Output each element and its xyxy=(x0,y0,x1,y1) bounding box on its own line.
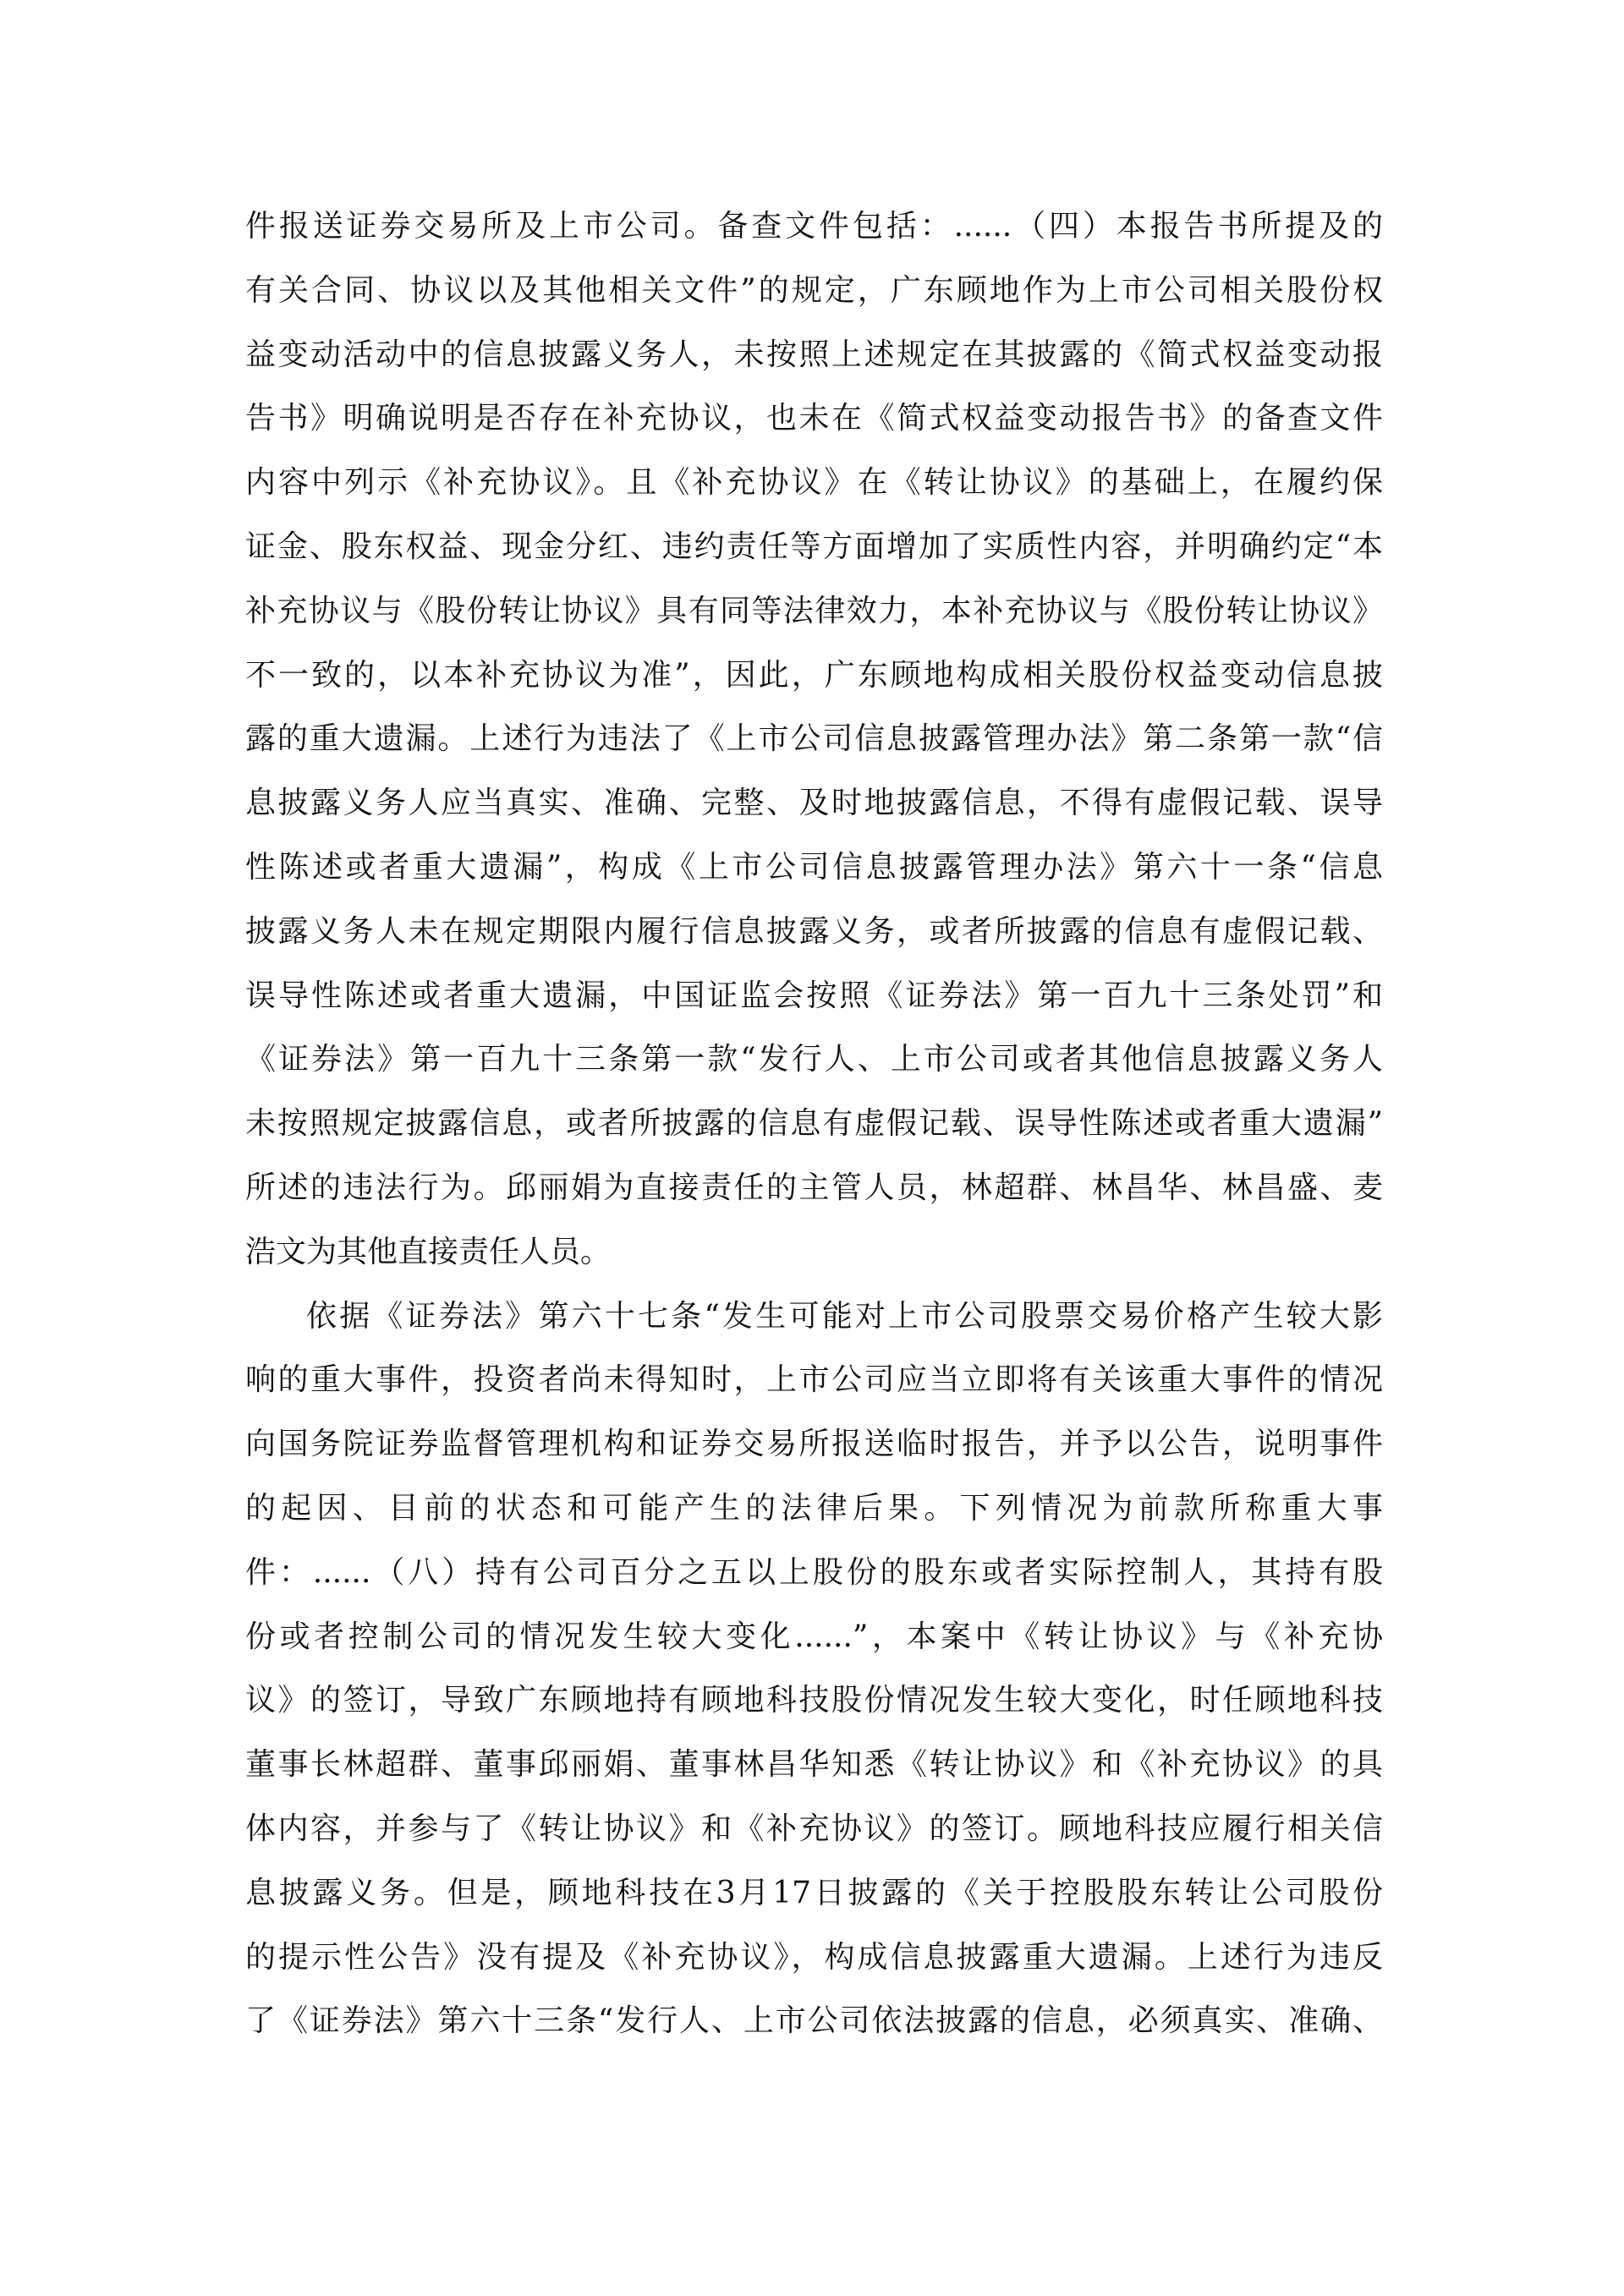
text-line: 董事长林超群、董事邱丽娟、董事林昌华知悉《转让协议》和《补充协议》的具 xyxy=(245,1747,1383,1783)
text-line: 露的重大遗漏。上述行为违法了《上市公司信息披露管理办法》第二条第一款“信 xyxy=(245,721,1383,757)
text-line: 有关合同、协议以及其他相关文件”的规定，广东顾地作为上市公司相关股份权 xyxy=(245,272,1383,308)
text-line: 的起因、目前的状态和可能产生的法律后果。下列情况为前款所称重大事 xyxy=(245,1490,1383,1526)
text-line: 披露义务人未在规定期限内履行信息披露义务，或者所披露的信息有虚假记载、 xyxy=(245,913,1383,949)
text-line: 误导性陈述或者重大遗漏，中国证监会按照《证券法》第一百九十三条处罚”和 xyxy=(245,978,1383,1013)
text-line: 份或者控制公司的情况发生较大变化......”，本案中《转让协议》与《补充协 xyxy=(245,1619,1383,1654)
text-line: 响的重大事件，投资者尚未得知时，上市公司应当立即将有关该重大事件的情况 xyxy=(245,1362,1383,1398)
text-line: 益变动活动中的信息披露义务人，未按照上述规定在其披露的《简式权益变动报 xyxy=(245,337,1383,372)
document-body xyxy=(245,195,1383,2053)
paragraph-2 xyxy=(245,1285,1383,2054)
text-line: 体内容，并参与了《转让协议》和《补充协议》的签订。顾地科技应履行相关信 xyxy=(245,1811,1383,1846)
text-line: 浩文为其他直接责任人员。 xyxy=(245,1234,612,1269)
text-line: 的提示性公告》没有提及《补充协议》，构成信息披露重大遗漏。上述行为违反 xyxy=(245,1939,1383,1975)
text-line: 内容中列示《补充协议》。且《补充协议》在《转让协议》的基础上，在履约保 xyxy=(245,465,1383,501)
text-line: 议》的签订，导致广东顾地持有顾地科技股份情况发生较大变化，时任顾地科技 xyxy=(245,1683,1383,1718)
text-line: 未按照规定披露信息，或者所披露的信息有虚假记载、误导性陈述或者重大遗漏” xyxy=(245,1106,1383,1142)
text-line: 告书》明确说明是否存在补充协议，也未在《简式权益变动报告书》的备查文件 xyxy=(245,401,1383,436)
text-line: 证金、股东权益、现金分红、违约责任等方面增加了实质性内容，并明确约定“本 xyxy=(245,529,1383,564)
paragraph-1 xyxy=(245,195,1383,1285)
text-line: 了《证券法》第六十三条“发行人、上市公司依法披露的信息，必须真实、准确、 xyxy=(245,2003,1383,2039)
text-line: 依据《证券法》第六十七条“发生可能对上市公司股票交易价格产生较大影 xyxy=(306,1298,1383,1334)
text-line: 性陈述或者重大遗漏”，构成《上市公司信息披露管理办法》第六十一条“信息 xyxy=(245,849,1383,885)
text-line: 件：......（八）持有公司百分之五以上股份的股东或者实际控制人，其持有股 xyxy=(245,1554,1383,1590)
text-line: 件报送证券交易所及上市公司。备查文件包括：......（四）本报告书所提及的 xyxy=(245,209,1383,244)
text-line: 向国务院证券监督管理机构和证券交易所报送临时报告，并予以公告，说明事件 xyxy=(245,1427,1383,1462)
text-line: 所述的违法行为。邱丽娟为直接责任的主管人员，林超群、林昌华、林昌盛、麦 xyxy=(245,1170,1383,1205)
text-line: 《证券法》第一百九十三条第一款“发行人、上市公司或者其他信息披露义务人 xyxy=(245,1042,1383,1077)
text-line: 息披露义务。但是，顾地科技在3月17日披露的《关于控股股东转让公司股份 xyxy=(245,1875,1383,1910)
text-line: 补充协议与《股份转让协议》具有同等法律效力，本补充协议与《股份转让协议》 xyxy=(245,593,1383,628)
text-line: 息披露义务人应当真实、准确、完整、及时地披露信息，不得有虚假记载、误导 xyxy=(245,786,1383,821)
text-line: 不一致的，以本补充协议为准”，因此，广东顾地构成相关股份权益变动信息披 xyxy=(245,657,1383,693)
